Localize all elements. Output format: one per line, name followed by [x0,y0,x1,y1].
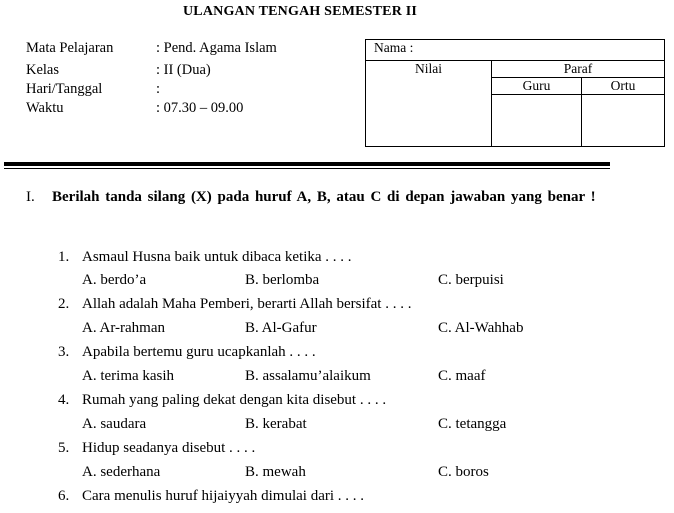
option-b[interactable]: B. kerabat [245,416,307,432]
info-label-subject: Mata Pelajaran [26,40,114,56]
option-c[interactable]: C. tetangga [438,416,507,432]
info-label-date: Hari/Tanggal [26,81,103,97]
question-number: 6. [58,488,70,504]
signature-header: Paraf [492,61,665,78]
question-text: Apabila bertemu guru ucapkanlah . . . . [82,344,316,360]
option-b[interactable]: B. berlomba [245,272,320,288]
section-number: I. [26,189,35,205]
option-c[interactable]: C. boros [438,464,489,480]
parent-header: Ortu [582,78,665,95]
option-a[interactable]: A. Ar-rahman [82,320,166,336]
question-number: 1. [58,249,70,265]
section-instruction [26,188,606,207]
question-number: 5. [58,440,70,456]
info-value-date: : [156,81,161,97]
question-text: Asmaul Husna baik untuk dibaca ketika . . . . [82,249,352,265]
question-text: Rumah yang paling dekat dengan kita disebut . . . . [82,392,387,408]
option-b[interactable]: B. mewah [245,464,306,480]
teacher-signature-cell[interactable] [492,95,582,147]
option-b[interactable]: B. assalamu’alaikum [245,368,371,384]
info-value-class: : II (Dua) [156,62,211,78]
question-text: Cara menulis huruf hijaiyyah dimulai dari . . . . [82,488,365,504]
name-score-box [365,39,665,147]
question-text: Hidup seadanya disebut . . . . [82,440,256,456]
divider-thin [4,168,610,169]
question-number: 3. [58,344,70,360]
option-a[interactable]: A. terima kasih [82,368,175,384]
info-value-subject: : Pend. Agama Islam [156,40,277,56]
info-value-time: : 07.30 – 09.00 [156,100,244,116]
question-number: 2. [58,296,70,312]
option-a[interactable]: A. saudara [82,416,147,432]
info-label-class: Kelas [26,62,60,78]
instruction-text: Berilah tanda silang (X) pada huruf A, B, atau C di depan jawaban yang benar ! [52,189,596,205]
parent-signature-cell[interactable] [582,95,665,147]
option-c[interactable]: C. maaf [438,368,486,384]
option-a[interactable]: A. berdo’a [82,272,147,288]
option-c[interactable]: C. Al-Wahhab [438,320,524,336]
teacher-header: Guru [492,78,582,95]
option-a[interactable]: A. sederhana [82,464,161,480]
page-title: ULANGAN TENGAH SEMESTER II [182,4,418,19]
option-b[interactable]: B. Al-Gafur [245,320,317,336]
divider-thick [4,162,610,166]
info-label-time: Waktu [26,100,64,116]
option-c[interactable]: C. berpuisi [438,272,504,288]
question-text: Allah adalah Maha Pemberi, berarti Allah bersifat . . . . [82,296,412,312]
question-number: 4. [58,392,70,408]
score-header: Nilai [366,61,492,147]
name-field[interactable]: Nama : [366,40,665,61]
